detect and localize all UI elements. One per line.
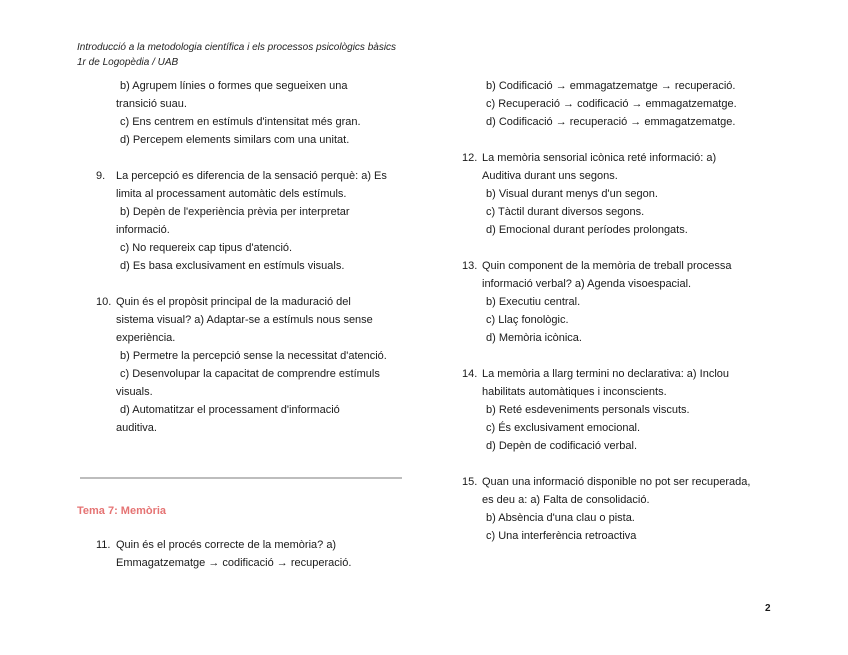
question-9-line: La percepció es diferencia de la sensació perquè: a) Es <box>116 170 387 182</box>
question-10-line: auditiva. <box>116 422 157 434</box>
question-10-line: visuals. <box>116 386 153 398</box>
question-11 <box>96 536 406 572</box>
question-10-number: 10. <box>96 296 112 308</box>
question-14-option-d: d) Depèn de codificació verbal. <box>486 440 638 452</box>
q8-option-c: c) Ens centrem en estímuls d'intensitat més gran. <box>120 116 361 128</box>
question-14-line: La memòria a llarg termini no declarativa: a) Inclou <box>482 368 730 380</box>
q11-option-c: c) Recuperació → codificació → emmagatzematge. <box>486 98 737 110</box>
question-13-option-d: d) Memòria icònica. <box>486 332 582 344</box>
question-15-line: Quan una informació disponible no pot ser recuperada, <box>482 476 751 488</box>
question-11-line: Quin és el procés correcte de la memòria? a) <box>116 539 337 551</box>
left-column <box>96 77 406 437</box>
question-10-line: sistema visual? a) Adaptar-se a estímuls nous sense <box>116 314 373 326</box>
q11-option-d: d) Codificació → recuperació → emmagatzematge. <box>486 116 736 128</box>
question-12-number: 12. <box>462 152 478 164</box>
question-10-line: experiència. <box>116 332 176 344</box>
question-13 <box>462 257 782 347</box>
question-10-line: Quin és el propòsit principal de la maduració del <box>116 296 351 308</box>
question-10 <box>96 293 406 437</box>
question-11-number: 11. <box>96 539 111 551</box>
question-12 <box>462 149 782 239</box>
right-column <box>462 77 782 545</box>
question-15-line: es deu a: a) Falta de consolidació. <box>482 494 650 506</box>
question-14-line: habilitats automàtiques i inconscients. <box>482 386 667 398</box>
q8-option-b-cont: transició suau. <box>116 98 187 110</box>
question-12-option-c: c) Tàctil durant diversos segons. <box>486 206 645 218</box>
question-12-line: La memòria sensorial icònica reté informació: a) <box>482 152 717 164</box>
q11-option-b: b) Codificació → emmagatzematge → recuperació. <box>486 80 736 92</box>
question-13-line: Quin component de la memòria de treball processa <box>482 260 732 272</box>
section-divider <box>80 477 402 479</box>
question-9 <box>96 167 406 275</box>
question-9-option-b: b) Depèn de l'experiència prèvia per interpretar <box>120 206 350 218</box>
course-title: Introducció a la metodologia científica i els processos psicològics bàsics <box>77 42 397 53</box>
question-9-option-c: c) No requereix cap tipus d'atenció. <box>120 242 293 254</box>
question-9-number: 9. <box>96 170 106 182</box>
question-13-option-c: c) Llaç fonològic. <box>486 314 569 326</box>
question-14-option-b: b) Reté esdeveniments personals viscuts. <box>486 404 690 416</box>
question-14 <box>462 365 782 455</box>
question-12-line: Auditiva durant uns segons. <box>482 170 618 182</box>
question-11-line: Emmagatzematge → codificació → recuperació. <box>116 557 352 569</box>
question-15-option-c: c) Una interferència retroactiva <box>486 530 637 542</box>
question-13-line: informació verbal? a) Agenda visoespacial. <box>482 278 692 290</box>
question-12-option-d: d) Emocional durant períodes prolongats. <box>486 224 688 236</box>
topic-heading: Tema 7: Memòria <box>77 505 167 517</box>
q8-options <box>96 77 406 149</box>
question-9-option-d: d) Es basa exclusivament en estímuls visuals. <box>120 260 345 272</box>
q8-option-b: b) Agrupem línies o formes que segueixen una <box>120 80 348 92</box>
question-10-option-b: b) Permetre la percepció sense la necessitat d'atenció. <box>120 350 387 362</box>
question-9-line: informació. <box>116 224 170 236</box>
q11-options <box>462 77 782 131</box>
document-header <box>77 40 396 70</box>
question-14-number: 14. <box>462 368 478 380</box>
question-15-number: 15. <box>462 476 478 488</box>
question-9-line: limita al processament automàtic dels estímuls. <box>116 188 347 200</box>
page-number: 2 <box>765 603 771 614</box>
question-10-option-d: d) Automatitzar el processament d'informació <box>120 404 340 416</box>
q8-option-d: d) Percepem elements similars com una unitat. <box>120 134 350 146</box>
question-15 <box>462 473 782 545</box>
question-13-option-b: b) Executiu central. <box>486 296 581 308</box>
question-14-option-c: c) És exclusivament emocional. <box>486 422 641 434</box>
course-subtitle: 1r de Logopèdia / UAB <box>77 57 179 68</box>
question-12-option-b: b) Visual durant menys d'un segon. <box>486 188 658 200</box>
question-13-number: 13. <box>462 260 478 272</box>
question-15-option-b: b) Absència d'una clau o pista. <box>486 512 635 524</box>
question-10-option-c: c) Desenvolupar la capacitat de comprendre estímuls <box>120 368 380 380</box>
